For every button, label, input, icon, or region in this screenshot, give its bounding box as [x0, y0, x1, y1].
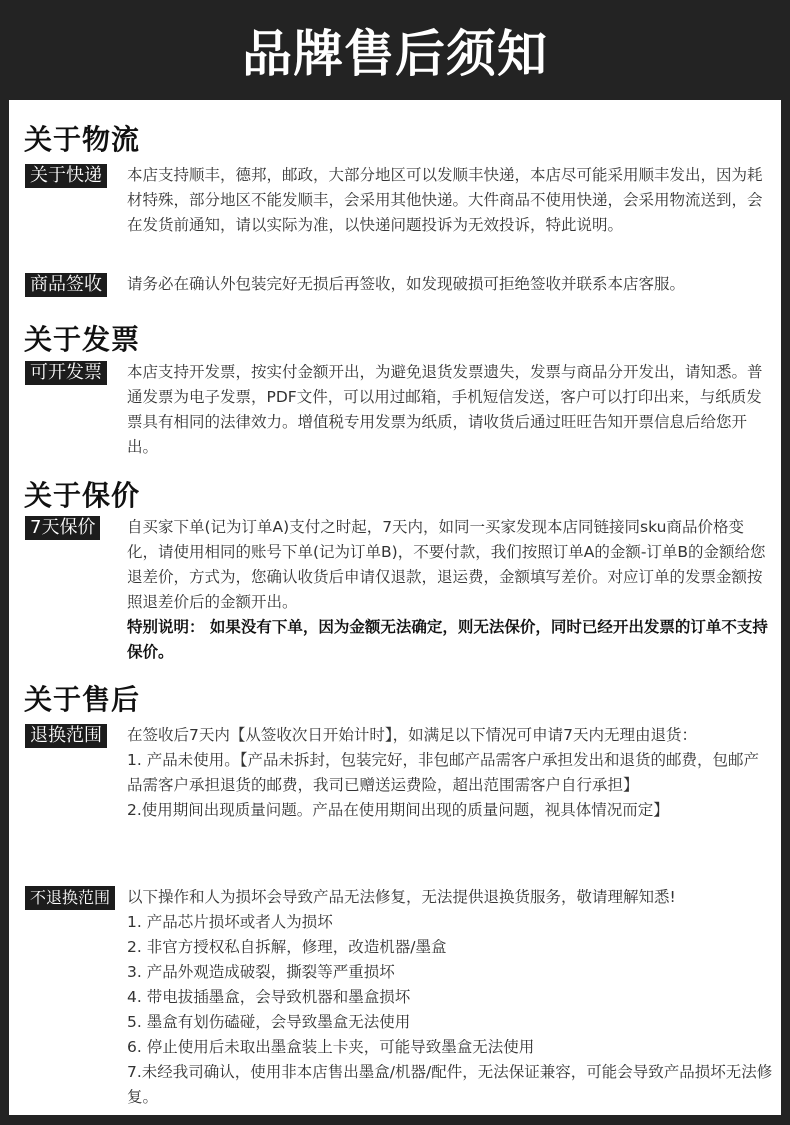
noreturn-line: 2. 非官方授权私自拆解，修理，改造机器/墨盒 — [127, 938, 447, 956]
invoice-paragraph: 本店支持开发票，按实付金额开出，为避免退货发票遗失，发票与商品分开发出，请知悉。普通发票为电子发票，PDF文件，可以用过邮箱，手机短信发送，客户可以打印出来，与纸质发票具有相同的法律效力。增值税专用发票为纸质，请收货后通过旺旺告知开票信息后给您开出。 — [127, 363, 763, 456]
invoice-tag: 可开发票 — [25, 361, 107, 385]
return-line: 在签收后7天内【从签收次日开始计时】，如满足以下情况可申请7天内无理由退货： — [127, 726, 697, 744]
noreturn-line: 7.未经我司确认，使用非本店售出墨盒/机器/配件，无法保证兼容，可能会导致产品损坏无法修复。 — [127, 1063, 773, 1106]
noreturn-line: 4. 带电拔插墨盒，会导致机器和墨盒损坏 — [127, 988, 411, 1006]
section-title-invoice: 关于发票 — [24, 323, 141, 356]
sign-text — [127, 272, 773, 297]
noreturn-line: 1. 产品芯片损坏或者人为损坏 — [127, 913, 333, 931]
express-text — [127, 163, 773, 238]
noreturn-text — [127, 885, 773, 1110]
express-paragraph: 本店支持顺丰，德邦，邮政，大部分地区可以发顺丰快递，本店尽可能采用顺丰发出，因为耗材特殊，部分地区不能发顺丰，会采用其他快递。大件商品不使用快递，会采用物流送到，会在发货前通知，请以实际为准，以快递问题投诉为无效投诉，特此说明。 — [127, 166, 763, 234]
noreturn-line: 以下操作和人为损坏会导致产品无法修复，无法提供退换货服务，敬请理解知悉! — [127, 888, 676, 906]
section-title-logistics: 关于物流 — [24, 123, 141, 156]
price-text — [127, 515, 773, 665]
page-header — [0, 0, 790, 100]
section-title-price: 关于保价 — [24, 479, 141, 512]
noreturn-line: 5. 墨盒有划伤磕碰，会导致墨盒无法使用 — [127, 1013, 411, 1031]
return-tag: 退换范围 — [25, 724, 107, 748]
price-paragraph: 自买家下单(记为订单A)支付之时起，7天内，如同一买家发现本店同链接同sku商品价格变化，请使用相同的账号下单(记为订单B)，不要付款，我们按照订单A的金额-订单B的金额给您退差价，方式为，您确认收货后申请仅退款，退运费，金额填写差价。对应订单的发票金额按照退差价后的金额开出。 — [127, 518, 766, 611]
sign-paragraph: 请务必在确认外包装完好无损后再签收，如发现破损可拒绝签收并联系本店客服。 — [127, 275, 686, 293]
return-line: 1. 产品未使用。【产品未拆封，包装完好，非包邮产品需客户承担发出和退货的邮费，包邮产品需客户承担退货的邮费，我司已赠送运费险，超出范围需客户自行承担】 — [127, 751, 759, 794]
sign-tag: 商品签收 — [25, 273, 107, 297]
noreturn-line: 3. 产品外观造成破裂，撕裂等严重损坏 — [127, 963, 395, 981]
invoice-text — [127, 360, 773, 460]
price-tag: 7天保价 — [25, 516, 100, 540]
return-line: 2.使用期间出现质量问题。产品在使用期间出现的质量问题，视具体情况而定】 — [127, 801, 669, 819]
content-panel — [9, 100, 781, 1115]
price-note: 特别说明： 如果没有下单，因为金额无法确定，则无法保价，同时已经开出发票的订单不支持保价。 — [127, 618, 768, 661]
return-text — [127, 723, 773, 823]
section-title-aftersale: 关于售后 — [24, 683, 141, 716]
noreturn-line: 6. 停止使用后未取出墨盒装上卡夹，可能导致墨盒无法使用 — [127, 1038, 535, 1056]
page-title: 品牌售后须知 — [242, 25, 548, 83]
noreturn-tag: 不退换范围 — [25, 886, 115, 910]
express-tag: 关于快递 — [25, 164, 107, 188]
